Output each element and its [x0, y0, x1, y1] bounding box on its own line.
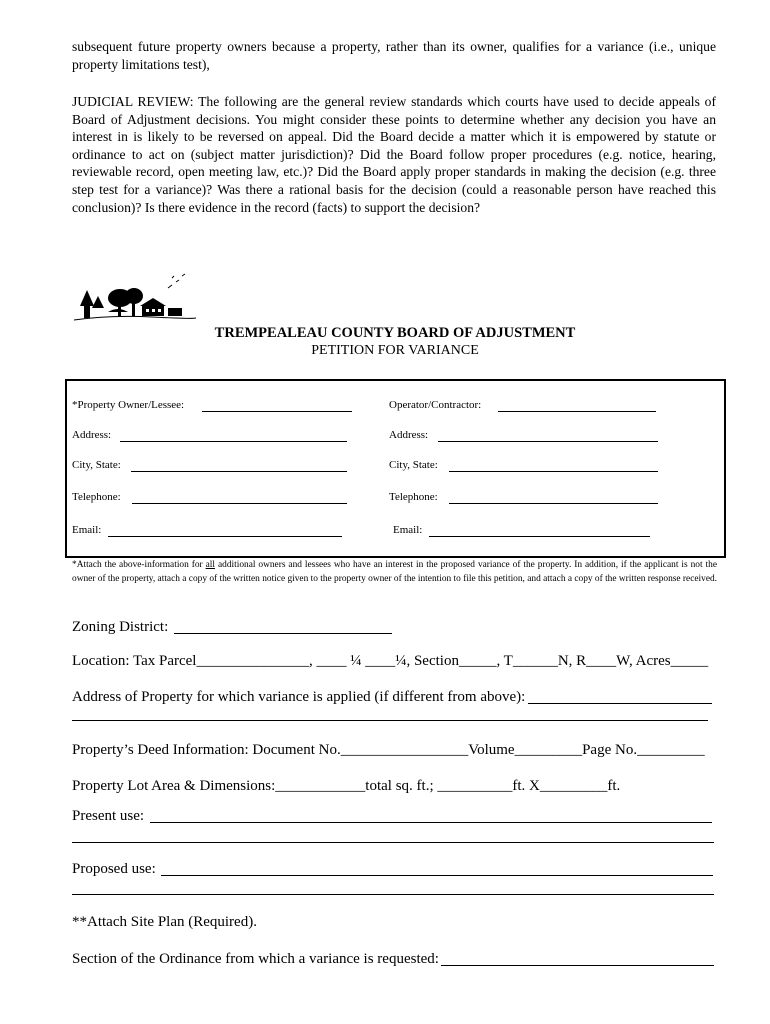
- owner-address-field[interactable]: [120, 441, 347, 442]
- ordinance-section-label: Section of the Ordinance from which a variance is requested:: [72, 951, 439, 967]
- operator-city-field[interactable]: [449, 471, 658, 472]
- zoning-field[interactable]: [174, 633, 392, 634]
- present-use-field[interactable]: [150, 822, 712, 823]
- present-use-label: Present use:: [72, 808, 145, 824]
- operator-email-label: Email:: [393, 524, 423, 536]
- form-subtitle: PETITION FOR VARIANCE: [311, 343, 479, 358]
- lot-area-line[interactable]: Property Lot Area & Dimensions:____________total sq. ft.; __________ft. X_________ft.: [72, 778, 621, 794]
- owner-email-label: Email:: [72, 524, 102, 536]
- owner-phone-label: Telephone:: [72, 491, 121, 503]
- deed-info-line[interactable]: Property’s Deed Information: Document No._________________Volume_________Page No._________: [72, 742, 705, 758]
- operator-phone-label: Telephone:: [389, 491, 438, 503]
- owner-address-label: Address:: [72, 429, 112, 441]
- operator-address-field[interactable]: [438, 441, 658, 442]
- operator-phone-field[interactable]: [449, 503, 658, 504]
- proposed-use-label: Proposed use:: [72, 861, 156, 877]
- zoning-label: Zoning District:: [72, 619, 169, 635]
- owner-phone-field[interactable]: [132, 503, 347, 504]
- proposed-use-field[interactable]: [161, 875, 713, 876]
- location-line[interactable]: Location: Tax Parcel_______________, ____ ¼ ____¼, Section_____, T______N, R____W, Acres_____: [72, 653, 709, 669]
- intro-continuation: subsequent future property owners because a property, rather than its owner, qualifies for a variance (i.e., unique property limitations test),: [72, 39, 716, 72]
- address-variance-label: Address of Property for which variance is applied (if different from above):: [72, 689, 526, 705]
- owner-label: *Property Owner/Lessee:: [72, 399, 185, 411]
- operator-city-label: City, State:: [389, 459, 438, 471]
- owner-field[interactable]: [202, 411, 352, 412]
- owner-city-field[interactable]: [131, 471, 347, 472]
- judicial-review-paragraph: JUDICIAL REVIEW: The following are the general review standards which courts have used to decide appeals of Board of Adjustment decisions. You might consider these points to determine whether any decision you have an interest in is likely to be reversed on appeal. Did the Board decide a matter which it is empowered by statute or ordinance to act on (subject matter jurisdiction)? Did the Board follow proper procedures (e.g. notice, hearing, reviewable record, open meeting law, etc.)? Did the Board apply proper standards in making the decision (e.g. three step test for a variance)? Was there a rational basis for the decision (could a reasonable person have reached this conclusion)? Is there evidence in the record (facts) to support the decision?: [72, 94, 716, 215]
- attachment-note: *Attach the above-information for all additional owners and lessees who have an interest in the proposed variance of the property. In addition, if the applicant is not the owner of the property, attach a copy of the written notice given to the property owner of the intention to file this petition, and attach a copy of the written response received.: [72, 560, 718, 584]
- operator-email-field[interactable]: [429, 536, 650, 537]
- present-use-field-line-2[interactable]: [72, 842, 714, 843]
- address-variance-field-line-2[interactable]: [72, 720, 708, 721]
- ordinance-section-field[interactable]: [441, 965, 714, 966]
- owner-city-label: City, State:: [72, 459, 121, 471]
- site-plan-note: **Attach Site Plan (Required).: [72, 914, 257, 930]
- operator-field[interactable]: [498, 411, 656, 412]
- county-logo-illustration: [72, 268, 200, 326]
- address-variance-field[interactable]: [528, 703, 712, 704]
- form-title: TREMPEALEAU COUNTY BOARD OF ADJUSTMENT: [214, 325, 576, 341]
- operator-address-label: Address:: [389, 429, 429, 441]
- operator-label: Operator/Contractor:: [389, 399, 482, 411]
- proposed-use-field-line-2[interactable]: [72, 894, 714, 895]
- owner-email-field[interactable]: [108, 536, 342, 537]
